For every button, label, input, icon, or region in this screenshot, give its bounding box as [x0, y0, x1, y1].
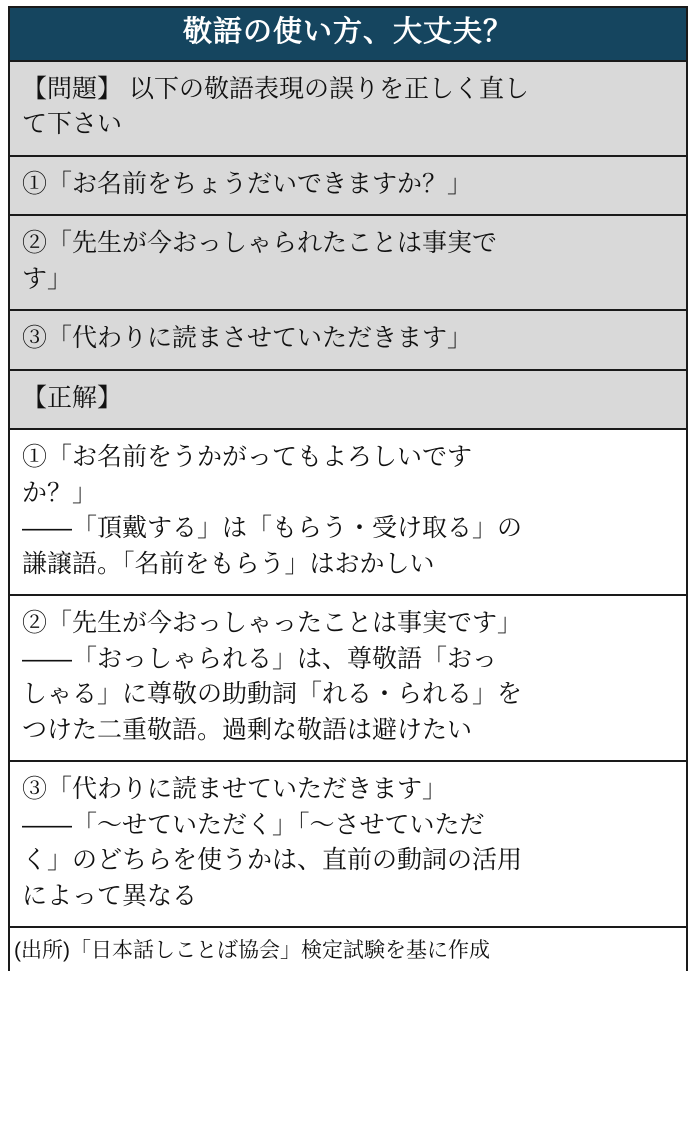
question-2-line-2: す」: [22, 264, 73, 293]
answer-2-line-2: ――「おっしゃられる」は、尊敬語「おっ: [22, 644, 498, 673]
question-2-row: [10, 214, 686, 309]
question-2-line-1: ②「先生が今おっしゃられたことは事実で: [22, 229, 498, 258]
question-3-row: [10, 309, 686, 369]
question-header-line-2: て下さい: [22, 110, 123, 139]
answer-header-row: [10, 369, 686, 429]
question-header-row: [10, 60, 686, 155]
answer-2-line-3: しゃる」に尊敬の助動詞「れる・られる」を: [22, 680, 523, 709]
answer-3-line-3: く」のどちらを使うかは、直前の動詞の活用: [22, 846, 523, 875]
answer-2-line-1: ②「先生が今おっしゃったことは事実です」: [22, 609, 523, 638]
answer-3-line-1: ③「代わりに読ませていただきます」: [22, 775, 448, 804]
answer-1-line-1: ①「お名前をうかがってもよろしいです: [22, 443, 473, 472]
answer-header-line-1: 【正解】: [22, 383, 123, 412]
answer-2-line-4: つけた二重敬語。過剰な敬語は避けたい: [22, 715, 473, 744]
answer-2-row: [10, 594, 686, 760]
answer-1-line-2: か？」: [22, 478, 98, 507]
answer-3-line-4: によって異なる: [22, 881, 198, 910]
answer-3-line-2: ――「～せていただく」「～させていただ: [22, 810, 485, 839]
question-1-line-1: ①「お名前をちょうだいできますか？」: [22, 169, 473, 198]
answer-1-row: [10, 428, 686, 594]
question-3-line-1: ③「代わりに読まさせていただきます」: [22, 324, 473, 353]
source-note: (出所)「日本話しことば協会」検定試験を基に作成: [10, 926, 686, 970]
answer-1-line-3: ――「頂戴する」は「もらう・受け取る」の: [22, 514, 523, 543]
question-1-row: [10, 155, 686, 215]
page-title: 敬語の使い方、大丈夫？: [10, 8, 686, 60]
keigo-table: [8, 6, 688, 971]
answer-3-row: [10, 760, 686, 926]
question-header-line-1: 【問題】 以下の敬語表現の誤りを正しく直し: [22, 74, 529, 103]
answer-1-line-4: 謙譲語。「名前をもらう」はおかしい: [22, 549, 435, 578]
